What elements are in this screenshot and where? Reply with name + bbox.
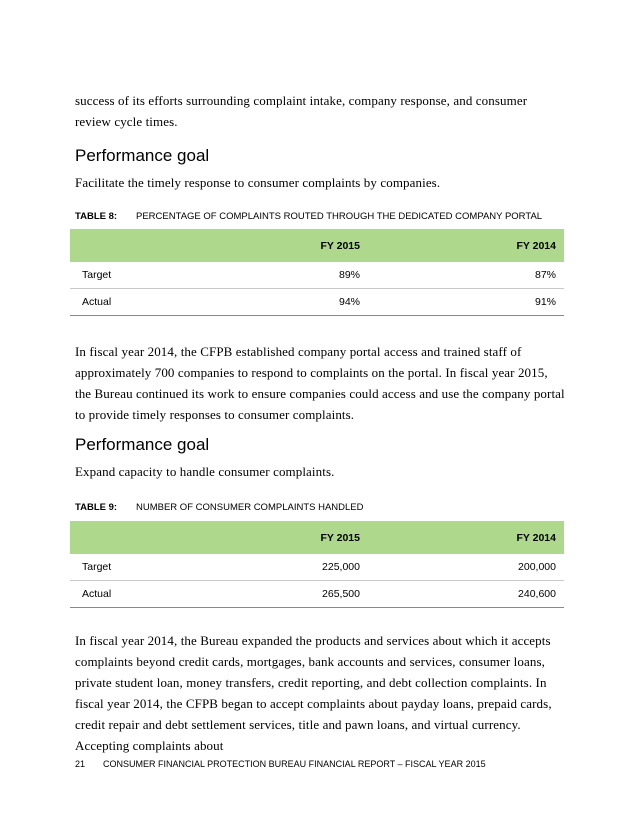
table-8-header-fy2015: FY 2015: [172, 229, 368, 262]
intro-paragraph-text: success of its efforts surrounding complaint intake, company response, and consumer review cycle times.: [75, 93, 528, 129]
table-9-number: TABLE 9:: [75, 502, 118, 513]
table-9-header-fy2015: FY 2015: [172, 521, 368, 554]
table-9-caption: [75, 502, 364, 514]
row-label: Actual: [70, 289, 172, 316]
cell-fy2015: 89%: [172, 262, 368, 289]
cell-fy2014: 87%: [368, 262, 564, 289]
cell-fy2015: 225,000: [172, 554, 368, 581]
goal-text-1: [75, 172, 565, 193]
capacity-paragraph: [75, 630, 565, 756]
page-number: 21: [75, 759, 86, 769]
performance-goal-heading-2: Performance goal: [75, 435, 210, 454]
row-label: Target: [70, 262, 172, 289]
goal-text-1-content: Facilitate the timely response to consumer complaints by companies.: [75, 175, 441, 190]
table-9-title: NUMBER OF CONSUMER COMPLAINTS HANDLED: [136, 502, 364, 513]
table-row: [70, 262, 564, 289]
portal-paragraph: [75, 341, 565, 425]
table-9-header-row: [70, 521, 564, 554]
footer-text: CONSUMER FINANCIAL PROTECTION BUREAU FINANCIAL REPORT – FISCAL YEAR 2015: [103, 759, 486, 769]
row-label: Actual: [70, 581, 172, 608]
capacity-paragraph-text: In fiscal year 2014, the Bureau expanded the products and services about which it accepts complaints beyond credit cards, mortgages, bank accounts and services, consumer loans, private student loan, money transfers, credit reporting, and debt collection complaints. In fiscal year 2014, the CFPB began to accept complaints about payday loans, prepaid cards, credit repair and debt settlement services, title and pawn loans, and virtual currency. Accepting complaints about: [75, 633, 552, 753]
table-8-number: TABLE 8:: [75, 211, 118, 222]
performance-goal-heading-1: Performance goal: [75, 146, 210, 165]
table-9-header-fy2014: FY 2014: [368, 521, 564, 554]
cell-fy2014: 200,000: [368, 554, 564, 581]
table-8-header-blank: [70, 229, 172, 262]
table-8-header-row: [70, 229, 564, 262]
page-footer: [75, 758, 486, 770]
table-8: [70, 229, 564, 316]
goal-text-2: [75, 461, 565, 482]
cell-fy2015: 265,500: [172, 581, 368, 608]
table-row: [70, 289, 564, 316]
table-row: [70, 581, 564, 608]
intro-paragraph: [75, 90, 565, 132]
goal-text-2-content: Expand capacity to handle consumer complaints.: [75, 464, 335, 479]
table-row: [70, 554, 564, 581]
table-9-header-blank: [70, 521, 172, 554]
table-8-caption: [75, 211, 542, 223]
row-label: Target: [70, 554, 172, 581]
cell-fy2015: 94%: [172, 289, 368, 316]
cell-fy2014: 240,600: [368, 581, 564, 608]
portal-paragraph-text: In fiscal year 2014, the CFPB established company portal access and trained staff of approximately 700 companies to respond to complaints on the portal. In fiscal year 2015, the Bureau continued its work to ensure companies could access and use the company portal to provide timely responses to consumer complaints.: [75, 344, 565, 422]
cell-fy2014: 91%: [368, 289, 564, 316]
table-8-header-fy2014: FY 2014: [368, 229, 564, 262]
table-8-title: PERCENTAGE OF COMPLAINTS ROUTED THROUGH THE DEDICATED COMPANY PORTAL: [136, 211, 543, 222]
table-9: [70, 521, 564, 608]
